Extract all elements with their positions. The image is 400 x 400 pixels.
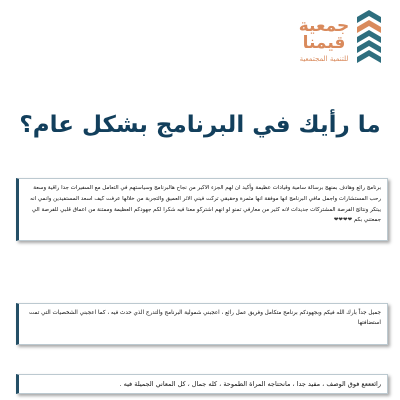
response-card [16, 303, 388, 345]
hearts-icon: ❤❤❤❤ [333, 217, 353, 224]
logo-text [294, 18, 354, 64]
response-text: رائعععع فوق الوصف ، مفيد جدا ، مانحتاجه المراة الطموحة ، كله جمال ، كل المعاني الجميلة فيه . [119, 380, 381, 388]
page-title: ما رأيك في البرنامج بشكل عام؟ [19, 112, 381, 138]
response-text: برنامج رائع وهادف بمنهج برسالة سامية وقيادات عظيمة وأكيد ان لهم الجزء الاكبر من نجاح هالبرنامج وسياستهم في التعامل مع السفيرات جدا راقية وسعة رحب المستشارات واجمل مافي البرنامج انها موفقة انها مثمرة وحقيقي تركت فيني الاثر العميق والتجربة من خلالها عرفت كيف اسعد المستفيدين وانمي انه يبتكر ونتائج الفرصة المشتركات جديدات لانه كثير من معارفي تمنو لو انهم اشتركو معنا فيه شكرا لكم جهودكم العظيمة وممتنة من اعماق قلبي للفرصة الي جمعتني بكم [30, 185, 381, 224]
logo-mark-icon [354, 8, 384, 66]
logo-name-line1: جمعية [298, 16, 350, 36]
response-card [16, 178, 388, 241]
organization-logo [264, 8, 384, 66]
title-row [0, 112, 400, 138]
logo-tagline: للتنمية المجتمعية [299, 55, 349, 63]
logo-name-line2: قيمنا [302, 33, 346, 53]
response-card [16, 374, 388, 394]
response-text: جميل جداً بارك الله فيكم وبجهودكم برنامج متكامل وفريق عمل رائع ، اعجبني شمولية البرنامج والتدرج الذي حدث فيه ، كما اعجبني الشخصيات التي تمت استضافتها [29, 310, 381, 326]
